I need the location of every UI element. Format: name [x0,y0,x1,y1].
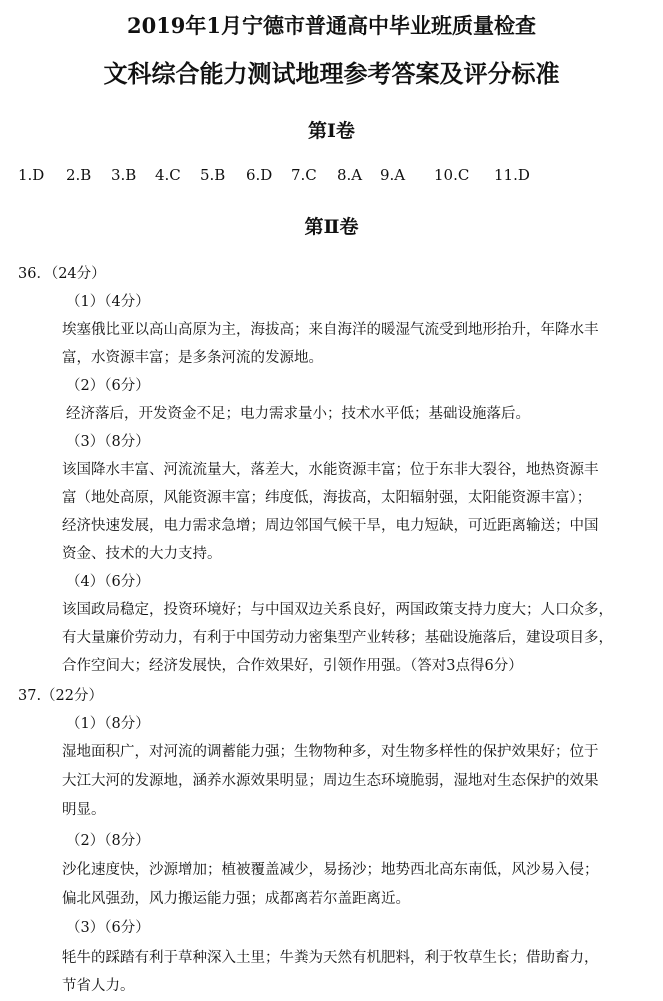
q36-part1-line: 富，水资源丰富；是多条河流的发源地。 [62,350,323,366]
q36-part4-label: （4）（6分） [66,574,150,590]
document-subtitle: 文科综合能力测试地理参考答案及评分标准 [103,59,560,88]
answer-item: 6.D [246,166,273,184]
q36-part3-line: 经济快速发展，电力需求急增；周边邻国气候干旱，电力短缺，可近距离输送；中国 [62,518,599,534]
q36-part3-label: （3）（8分） [66,434,150,450]
volume2-heading: 第Ⅱ卷 [304,216,359,238]
q36-part1-label: （1）（4分） [66,294,150,310]
answer-item: 10.C [434,166,470,184]
q36-part3-line: 富（地处高原，风能资源丰富；纬度低，海拔高，太阳辐射强，太阳能资源丰富）； [62,490,592,506]
answer-item: 2.B [66,166,92,184]
q36-part3-line: 该国降水丰富、河流流量大，落差大，水能资源丰富；位于东非大裂谷，地热资源丰 [62,462,599,478]
q37-part2-line: 沙化速度快，沙源增加；植被覆盖减少，易扬沙；地势西北高东南低，风沙易入侵； [62,862,599,878]
answer-item: 8.A [337,166,363,184]
q37-part3-line: 节省人力。 [62,978,135,994]
volume1-heading: 第Ⅰ卷 [308,120,355,142]
q37-part1-line: 湿地面积广，对河流的调蓄能力强；生物物种多，对生物多样性的保护效果好；位于 [62,744,599,760]
q37-part1-line: 明显。 [62,802,106,818]
q36-part2-line: 经济落后，开发资金不足；电力需求量小；技术水平低；基础设施落后。 [66,406,530,422]
q37-part1-label: （1）（8分） [66,716,150,732]
answer-item: 9.A [380,166,406,184]
q37-part2-label: （2）（8分） [66,833,150,849]
answer-item: 11.D [494,166,530,184]
answer-item: 4.C [155,166,181,184]
q37-part2-line: 偏北风强劲，风力搬运能力强；成都离若尔盖距离近。 [62,891,410,907]
q37-part3-label: （3）（6分） [66,920,150,936]
q36-part4-line: 合作空间大；经济发展快，合作效果好，引领作用强。（答对3点得6分） [62,658,523,674]
answer-item: 7.C [291,166,317,184]
answer-item: 3.B [111,166,137,184]
q36-part3-line: 资金、技术的大力支持。 [62,546,222,562]
answer-item: 1.D [18,166,45,184]
q36-label: 36．（24分） [18,266,106,282]
q36-part2-label: （2）（6分） [66,378,150,394]
q36-part4-line: 该国政局稳定，投资环境好；与中国双边关系良好，两国政策支持力度大；人口众多， [62,602,613,618]
q37-part1-line: 大江大河的发源地，涵养水源效果明显；周边生态环境脆弱，湿地对生态保护的效果 [62,773,599,789]
answer-item: 5.B [200,166,226,184]
q36-part1-line: 埃塞俄比亚以高山高原为主，海拔高；来自海洋的暖湿气流受到地形抬升，年降水丰 [62,322,599,338]
q36-part4-line: 有大量廉价劳动力，有利于中国劳动力密集型产业转移；基础设施落后，建设项目多， [62,630,613,646]
q37-part3-line: 牦牛的踩踏有利于草种深入土里；牛粪为天然有机肥料，利于牧草生长；借助畜力， [62,950,599,966]
q37-label: 37.（22分） [18,688,104,704]
document-title: 2019年1月宁德市普通高中毕业班质量检查 [126,13,537,38]
